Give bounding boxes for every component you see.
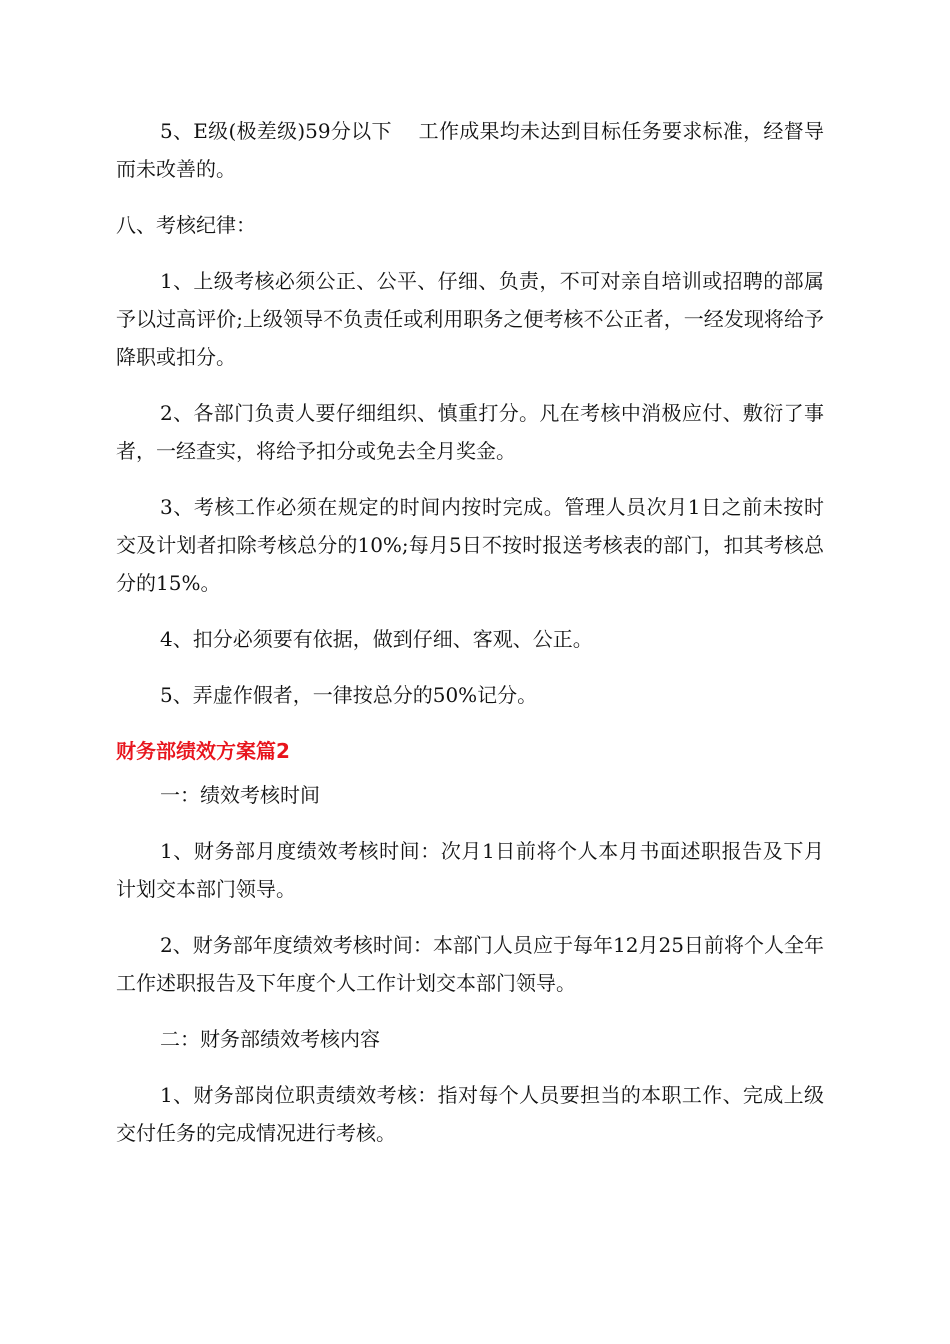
paragraph-discipline-2: 2、各部门负责人要仔细组织、慎重打分。凡在考核中消极应付、敷衍了事者，一经查实，将给予扣分或免去全月奖金。 bbox=[116, 401, 824, 463]
section-title-assessment-discipline: 八、考核纪律： bbox=[116, 213, 256, 237]
document-page bbox=[116, 112, 824, 1170]
section-heading: 财务部绩效方案篇2 bbox=[116, 739, 290, 763]
paragraph-duty-assessment: 1、财务部岗位职责绩效考核：指对每个人员要担当的本职工作、完成上级交付任务的完成情况进行考核。 bbox=[116, 1083, 824, 1145]
paragraph-discipline-4: 4、扣分必须要有依据，做到仔细、客观、公正。 bbox=[160, 627, 593, 651]
paragraph-discipline-5: 5、弄虚作假者，一律按总分的50%记分。 bbox=[160, 683, 538, 707]
paragraph-monthly-assessment: 1、财务部月度绩效考核时间：次月1日前将个人本月书面述职报告及下月计划交本部门领导。 bbox=[116, 839, 824, 901]
paragraph-discipline-1: 1、上级考核必须公正、公平、仔细、负责，不可对亲自培训或招聘的部属予以过高评价;上级领导不负责任或利用职务之便考核不公正者，一经发现将给予降职或扣分。 bbox=[116, 269, 824, 369]
subsection-title-assessment-content: 二：财务部绩效考核内容 bbox=[160, 1027, 380, 1051]
paragraph-annual-assessment: 2、财务部年度绩效考核时间：本部门人员应于每年12月25日前将个人全年工作述职报告及下年度个人工作计划交本部门领导。 bbox=[116, 933, 824, 995]
paragraph-grade-e: 5、E级(极差级)59分以下 工作成果均未达到目标任务要求标准，经督导而未改善的。 bbox=[116, 119, 824, 181]
paragraph-discipline-3: 3、考核工作必须在规定的时间内按时完成。管理人员次月1日之前未按时交及计划者扣除考核总分的10%;每月5日不按时报送考核表的部门，扣其考核总分的15%。 bbox=[116, 495, 824, 595]
subsection-title-assessment-time: 一：绩效考核时间 bbox=[160, 783, 320, 807]
